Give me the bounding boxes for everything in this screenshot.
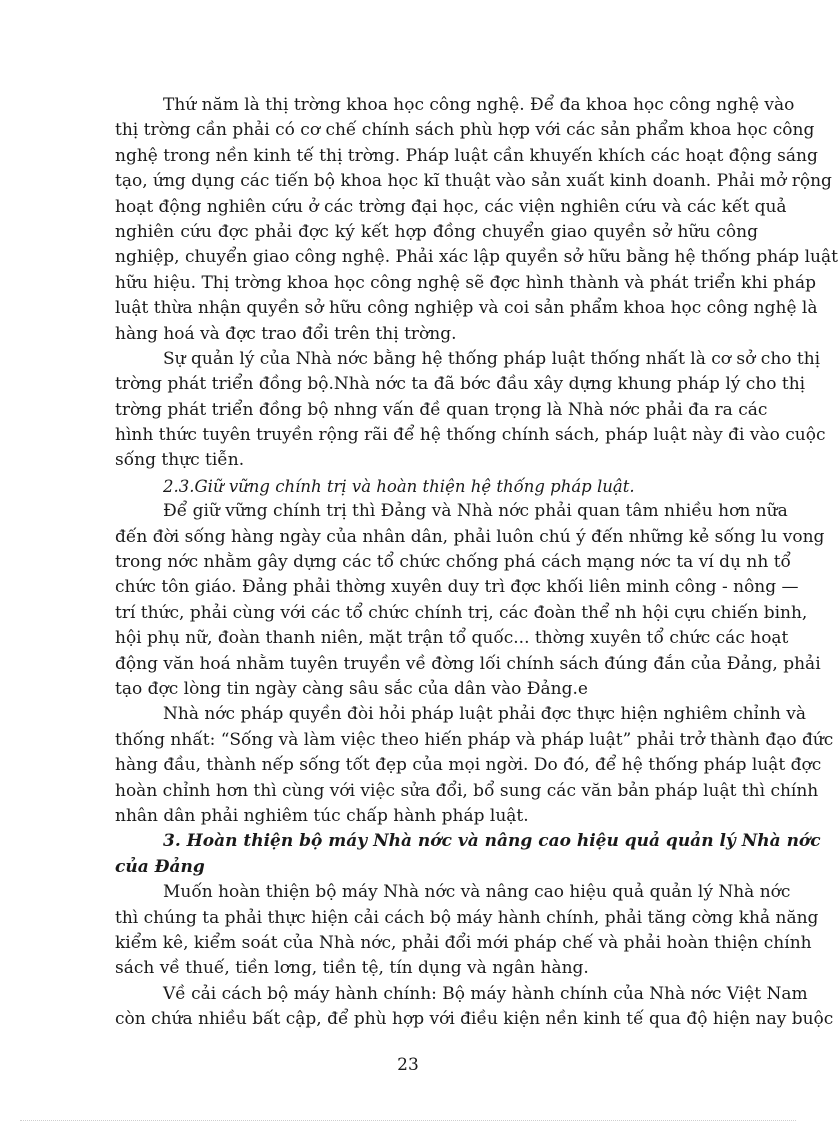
text-line: Về cải cách bộ máy hành chính: Bộ máy hành chính của Nhà nớc Việt Nam [163, 983, 808, 1004]
paragraph [115, 499, 825, 702]
text-line: trí thức, phải cùng với các tổ chức chính trị, các đoàn thể nh hội cựu chiến binh, [115, 602, 808, 623]
paragraph [115, 93, 838, 347]
text-line: trong nớc nhằm gây dựng các tổ chức chống phá cách mạng nớc ta ví dụ nh tổ [115, 552, 791, 573]
text-line: Nhà nớc pháp quyền đòi hỏi pháp luật phải đợc thực hiện nghiêm chỉnh và [163, 704, 807, 725]
subsection-heading [115, 474, 758, 499]
text-line: nghiên cứu đợc phải đợc ký kết hợp đồng chuyển giao quyền sở hữu công [115, 221, 758, 242]
text-line: thì chúng ta phải thực hiện cải cách bộ máy hành chính, phải tăng cờng khả năng [115, 907, 819, 928]
text-line: Sự quản lý của Nhà nớc bằng hệ thống pháp luật thống nhất là cơ sở cho thị [163, 348, 821, 369]
text-line: 2.3.Giữ vững chính trị và hoàn thiện hệ thống pháp luật. [163, 476, 635, 496]
paragraph [115, 347, 826, 474]
text-line: đến đời sống hàng ngày của nhân dân, phải luôn chú ý đến những kẻ sống lu vong [115, 526, 825, 547]
text-line: hàng đầu, thành nếp sống tốt đẹp của mọi ngời. Do đó, để hệ thống pháp luật đợc [115, 755, 822, 776]
text-line: hội phụ nữ, đoàn thanh niên, mặt trận tổ quốc... thờng xuyên tổ chức các hoạt [115, 628, 789, 649]
document-body [115, 93, 838, 1032]
text-line: sách về thuế, tiền lơng, tiền tệ, tín dụng và ngân hàng. [115, 958, 589, 979]
text-line: tạo, ứng dụng các tiến bộ khoa học kĩ thuật vào sản xuất kinh doanh. Phải mở rộng [115, 171, 832, 192]
text-line: hoạt động nghiên cứu ở các trờng đại học, các viện nghiên cứu và các kết quả [115, 196, 787, 217]
text-line: Để giữ vững chính trị thì Đảng và Nhà nớc phải quan tâm nhiều hơn nữa [163, 501, 788, 522]
text-line: luật thừa nhận quyền sở hữu công nghiệp và coi sản phẩm khoa học công nghệ là [115, 298, 818, 319]
page-bottom-divider [20, 1120, 796, 1121]
text-line: trờng phát triển đồng bộ.Nhà nớc ta đã bớc đầu xây dựng khung pháp lý cho thị [115, 374, 806, 395]
text-line: hoàn chỉnh hơn thì cùng với việc sửa đổi, bổ sung các văn bản pháp luật thì chính [115, 780, 819, 801]
text-line: hình thức tuyên truyền rộng rãi để hệ thống chính sách, pháp luật này đi vào cuộc [115, 425, 826, 446]
paragraph [115, 982, 834, 1033]
text-line: động văn hoá nhằm tuyên truyền về đờng lối chính sách đúng đắn của Đảng, phải [115, 653, 821, 674]
text-line: thị trờng cần phải có cơ chế chính sách phù hợp với các sản phẩm khoa học công [115, 120, 815, 141]
section-heading [115, 829, 821, 880]
text-line: tạo đợc lòng tin ngày càng sâu sắc của dân vào Đảng.e [115, 678, 588, 699]
paragraph [115, 702, 834, 829]
text-line: hàng hoá và đợc trao đổi trên thị trờng. [115, 323, 457, 344]
text-line: trờng phát triển đồng bộ nhng vấn đề quan trọng là Nhà nớc phải đa ra các [115, 399, 768, 420]
text-line: thống nhất: “Sống và làm việc theo hiến pháp và pháp luật” phải trở thành đạo đức [115, 729, 834, 750]
text-line: của Đảng [115, 856, 205, 877]
text-line: chức tôn giáo. Đảng phải thờng xuyên duy trì đợc khối liên minh công - nông — [115, 577, 799, 598]
text-line: hữu hiệu. Thị trờng khoa học công nghệ sẽ đợc hình thành và phát triển khi pháp [115, 272, 817, 293]
text-line: nghệ trong nền kinh tế thị trờng. Pháp luật cần khuyến khích các hoạt động sáng [115, 145, 818, 166]
text-line: nhân dân phải nghiêm túc chấp hành pháp luật. [115, 805, 529, 826]
text-line: sống thực tiễn. [115, 450, 245, 471]
text-line: còn chứa nhiều bất cập, để phù hợp với điều kiện nền kinh tế qua độ hiện nay buộc [115, 1009, 834, 1030]
page-number: 23 [397, 1055, 419, 1075]
text-line: nghiệp, chuyển giao công nghệ. Phải xác lập quyền sở hữu bằng hệ thống pháp luật [115, 247, 838, 268]
text-line: Thứ năm là thị trờng khoa học công nghệ. Để đa khoa học công nghệ vào [163, 95, 795, 115]
text-line: kiểm kê, kiểm soát của Nhà nớc, phải đổi mới pháp chế và phải hoàn thiện chính [115, 932, 812, 953]
text-line: Muốn hoàn thiện bộ máy Nhà nớc và nâng cao hiệu quả quản lý Nhà nớc [163, 882, 791, 903]
text-line: 3. Hoàn thiện bộ máy Nhà nớc và nâng cao hiệu quả quản lý Nhà nớc [163, 831, 821, 852]
paragraph [115, 880, 819, 982]
